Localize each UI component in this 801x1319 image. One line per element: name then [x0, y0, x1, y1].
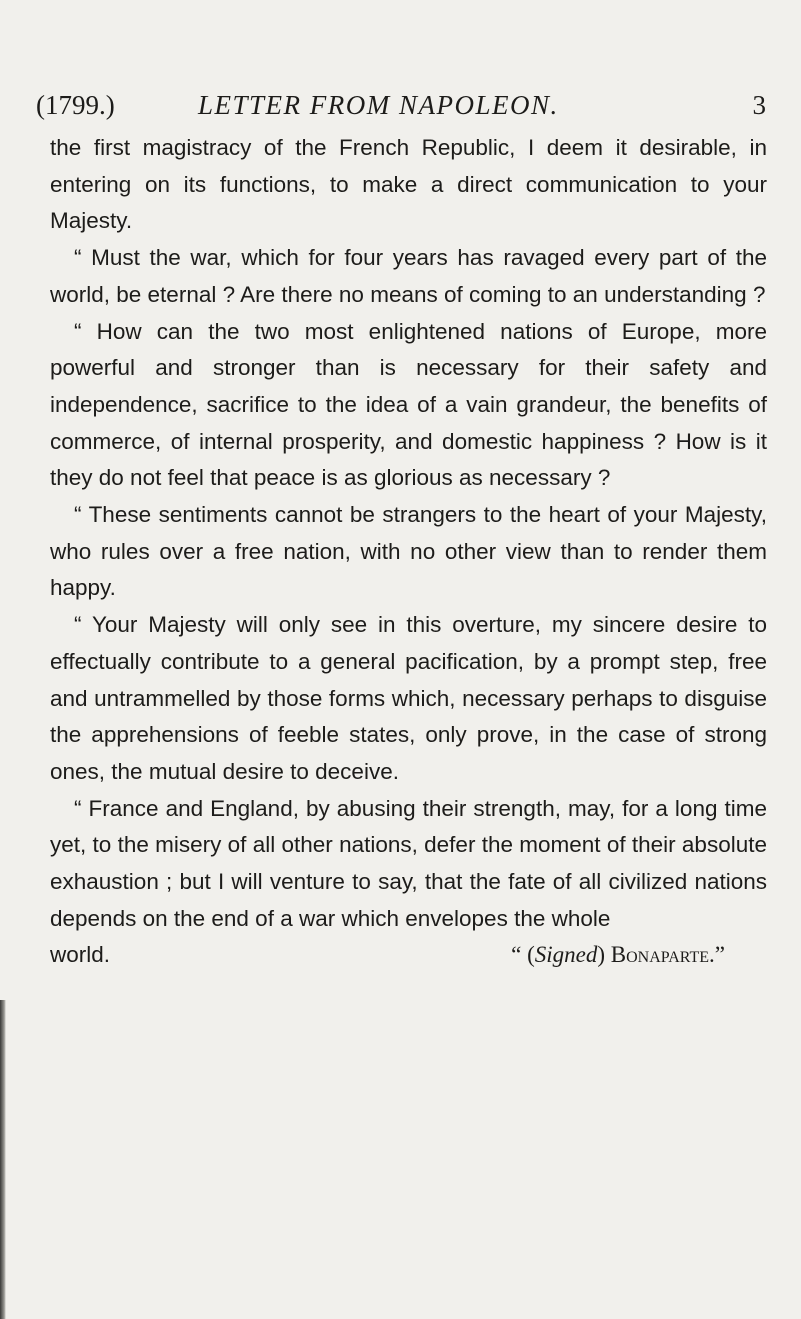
paragraph: “ Must the war, which for four years has ravaged every part of the world, be eternal ? Are there no means of coming to an understanding ?: [50, 245, 767, 307]
signer-name: Bonaparte.”: [610, 942, 725, 968]
paragraph: the first magistracy of the French Republic, I deem it desirable, in entering on its functions, to make a direct communication to your Majesty.: [50, 135, 767, 234]
signed-word: Signed: [534, 942, 598, 968]
binding-shadow: [0, 1000, 6, 1319]
running-header: [36, 90, 766, 130]
letter-body: [50, 130, 767, 974]
paragraph: “ How can the two most enlightened nations of Europe, more powerful and stronger than is necessary for their safety and independence, sacrifice to the idea of a vain grandeur, the benefits of commerce, of internal prosperity, and domestic happiness ? How is it they do not feel that peace is as glorious as necessary ?: [50, 318, 767, 491]
closing-line: [50, 937, 767, 974]
page-number: 3: [752, 90, 766, 120]
signature: [511, 937, 767, 974]
paragraph: “ Your Majesty will only see in this overture, my sincere desire to effectually contribute to a general pacification, by a prompt step, free and untrammelled by those forms which, necessary perhaps to disguise the apprehensions of feeble states, only prove, in the case of strong ones, the mutual desire to deceive.: [50, 612, 767, 784]
header-title: LETTER FROM NAPOLEON.: [198, 90, 559, 120]
header-year: (1799.): [36, 90, 115, 120]
closing-word: world.: [50, 942, 111, 968]
signature-open: “ (: [511, 942, 535, 968]
paragraph: “ France and England, by abusing their strength, may, for a long time yet, to the misery of all other nations, defer the moment of their absolute exhaustion ; but I will venture to say, that the fate of all civilized nations depends on the end of a war which envelopes the whole: [50, 795, 767, 931]
signature-close: ): [597, 942, 606, 968]
paragraph: “ These sentiments cannot be strangers to the heart of your Majesty, who rules over a free nation, with no other view than to render them happy.: [50, 502, 767, 601]
